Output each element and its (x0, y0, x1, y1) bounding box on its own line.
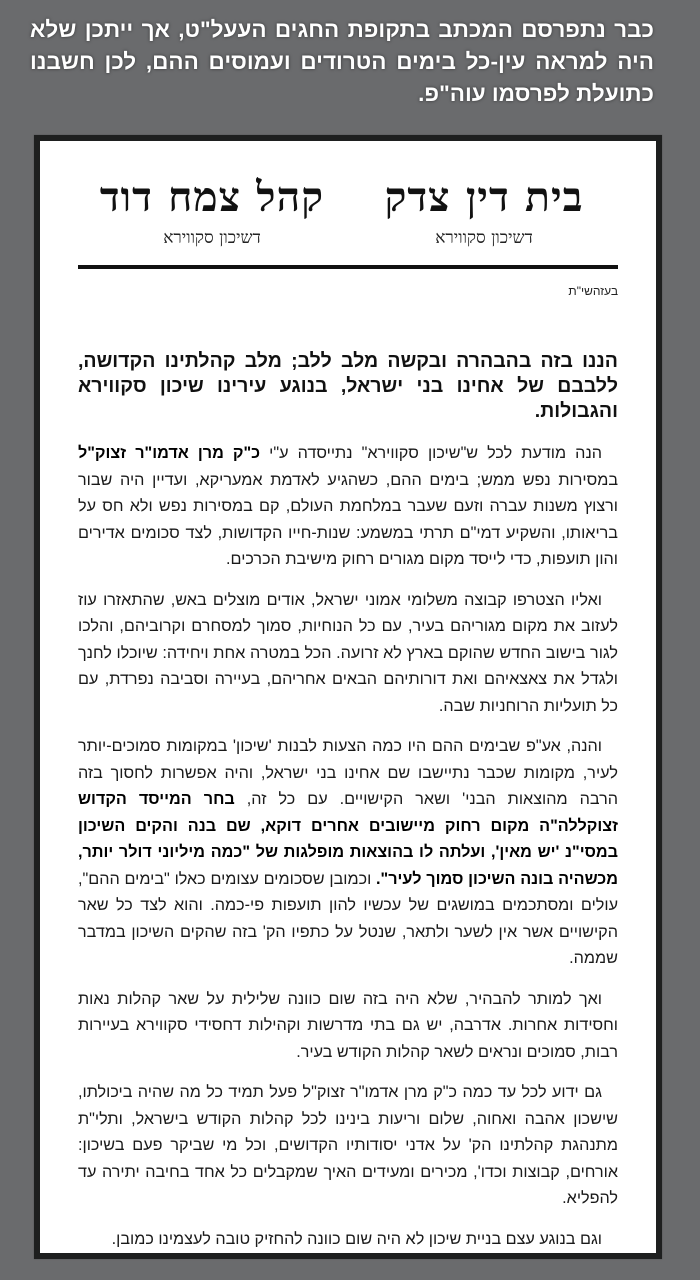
letter-sheet (34, 135, 662, 1259)
org-subtitle: דשיכון סקווירא (435, 228, 533, 248)
paragraph-5 (78, 1079, 618, 1212)
text-span: והנה, אע"פ שבימים ההם היו כמה הצעות לבנות 'שיכון' במקומות סמוכים-יותר לעיר, מקומות שכבר נתיישבו שם אחינו בני ישראל, והיה אפשרות לחסוך בזה הרבה מהוצאות הבני' ושאר הקישויים. עם כל זה, (78, 737, 618, 808)
bold-span: בחר המייסד הקדוש זצוקללה"ה מקום רחוק מיישובים אחרים דוקא, שם בנה והקים השיכון במסי"נ 'יש מאין', ועלתה לו בהוצאות מופלגות של "כמה מיליוני דולר יותר, מכשהיה בונה השיכון סמוך לעיר". (78, 790, 618, 888)
org-name: בית דין צדק (384, 173, 584, 221)
paragraph-4 (78, 986, 618, 1066)
masthead (76, 171, 620, 271)
paragraph-6 (78, 1226, 618, 1253)
letter-body (78, 349, 618, 1266)
intro-note: כבר נתפרסם המכתב בתקופת החגים העעל"ט, אך ייתכן שלא היה למראה עין-כל בימים הטרודים ועמוסים ההם, לכן חשבנו כתועלת לפרסמו עוה"פ. (30, 17, 654, 106)
text-span: ואליו הצטרפו קבוצה משלומי אמוני ישראל, אודים מוצלים באש, שהתאזרו עוז לעזוב את מקום מגוריהם בעיר, עם כל הנוחיות, סמוך למסחרם וקרוביהם, והלכו לגור בישוב החדש שהוקם בארץ לא זרועה. הכל במטרה אחת ויחידה: שיוכלו לחנך ולגדל את צאצאיהם ואת דורותיהם הבאים אחריהם, בעיירה וסביבה נפרדת, עם כל תועליות הרוחניות שבה. (78, 590, 618, 715)
text-span: במסירות נפש ממש; בימים ההם, כשהגיע לאדמת אמעריקא, ועדיין היה שבור ורצוץ משנות עברה וזעם שעבר במלחמת העולם, קם במסירות נפש ולא חס על בריאותו, והשקיע דמי"ם תרתי במשמע: שנות-חייו הקדושות, לצד סכומים אדירים והון תועפות, כדי לייסד מקום מגורים רחוק מישיבת הכרכים. (78, 470, 618, 568)
header-divider (78, 265, 618, 269)
org-name: קהל צמח דוד (99, 173, 325, 221)
lead-statement: הננו בזה בהבהרה ובקשה מלב ללב; מלב קהלתינו הקדושה, ללבבם של אחינו בני ישראל, בנוגע עירינו שיכון סקווירא והגבולות. (78, 350, 618, 422)
text-span: וגם בנוגע עצם בניית שיכון לא היה שום כוונה להחזיק טובה לעצמינו כמובן. (111, 1229, 602, 1248)
paragraph-2 (78, 587, 618, 720)
opening-abbreviation: בעזהשי"ת (568, 284, 618, 298)
bold-span: כ"ק מרן אדמו"ר זצוק"ל (78, 444, 261, 462)
org-kehal (76, 171, 348, 271)
text-span: וכמובן שסכומים עצומים כאלו "בימים ההם", עולים ומסתכמים במושגים של עכשיו להון תועפות פי-כמה. והוא לצד כל שאר הקישויים אשר אין לשער ולתאר, שנטל על כתפיו הק' בזה שהקים השיכון במדבר שממה. (78, 869, 618, 967)
org-subtitle: דשיכון סקווירא (163, 228, 261, 248)
paragraph-3 (78, 733, 618, 972)
org-beis-din (348, 171, 620, 271)
text-span: ואך למותר להבהיר, שלא היה בזה שום כוונה שלילית על שאר קהלות נאות וחסידות אחרות. אדרבה, יש גם בתי מדרשות וקהילות דחסידי סקווירא בעיירות רבות, סמוכים ונראים לשאר קהלות הקודש בעיר. (78, 989, 618, 1061)
text-span: גם ידוע לכל עד כמה כ"ק מרן אדמו"ר זצוק"ל פעל תמיד כל מה שהיה ביכולתו, שישכון אהבה ואחוה, שלום וריעות בינינו לכל קהלות הקודש בישראל, ותלי"ת מתנהגת קהלתינו הק' על אדני יסודותיו הקדושים, וכל מי שביקר פעם בשיכון: אורחים, קבוצות וכדו', מכירים ומעידים האיך שמקבלים כל אחד בחיבה יתירה עד להפליא. (78, 1083, 618, 1207)
paragraph-1 (78, 440, 618, 573)
text-span: הנה מודעת לכל ש"שיכון סקווירא" נתייסדה ע"י (260, 444, 602, 462)
